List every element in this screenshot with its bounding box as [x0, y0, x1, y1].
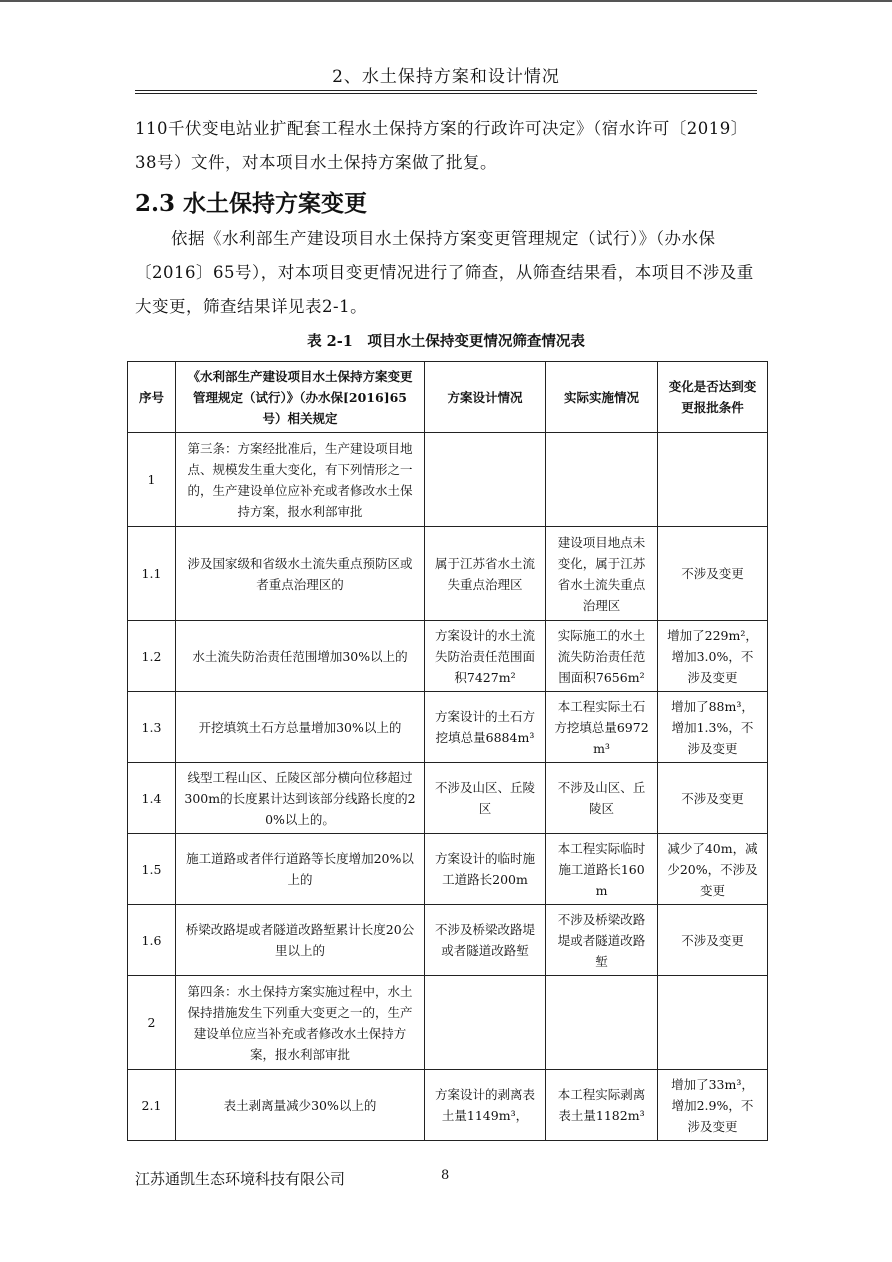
row-regulation: 第三条：方案经批准后，生产建设项目地点、规模发生重大变化，有下列情形之一的，生产建设单位应补充或者修改水土保持方案，报水利部审批 [176, 433, 425, 527]
row-actual: 实际施工的水土流失防治责任范围面积7656m² [546, 621, 658, 692]
row-index: 1 [128, 433, 176, 527]
footer-company: 江苏通凯生态环境科技有限公司 [135, 1170, 346, 1188]
row-index: 1.3 [128, 692, 176, 763]
row-conclusion: 减少了40m，减少20%，不涉及变更 [658, 834, 768, 905]
row-regulation: 涉及国家级和省级水土流失重点预防区或者重点治理区的 [176, 527, 425, 621]
row-actual: 不涉及桥梁改路堤或者隧道改路堑 [546, 905, 658, 976]
row-conclusion: 不涉及变更 [658, 905, 768, 976]
row-index: 1.2 [128, 621, 176, 692]
row-design: 方案设计的土石方挖填总量6884m³ [425, 692, 546, 763]
row-regulation: 表土剥离量减少30%以上的 [176, 1070, 425, 1141]
table-header-row [128, 362, 768, 433]
row-index: 2.1 [128, 1070, 176, 1141]
row-actual: 本工程实际土石方挖填总量6972m³ [546, 692, 658, 763]
table-row [128, 527, 768, 621]
table-row [128, 433, 768, 527]
change-screening-table [127, 361, 768, 1141]
row-design: 方案设计的临时施工道路长200m [425, 834, 546, 905]
row-actual: 本工程实际剥离表土量1182m³ [546, 1070, 658, 1141]
row-conclusion: 增加了33m³，增加2.9%，不涉及变更 [658, 1070, 768, 1141]
row-actual: 本工程实际临时施工道路长160m [546, 834, 658, 905]
row-conclusion: 不涉及变更 [658, 527, 768, 621]
header-cell-actual: 实际实施情况 [546, 362, 658, 433]
table-row [128, 976, 768, 1070]
row-design: 方案设计的剥离表土量1149m³， [425, 1070, 546, 1141]
row-conclusion: 增加了229m²，增加3.0%，不涉及变更 [658, 621, 768, 692]
table-row [128, 692, 768, 763]
header-cell-design: 方案设计情况 [425, 362, 546, 433]
table-caption: 表 2-1 项目水土保持变更情况筛查情况表 [307, 333, 585, 350]
row-conclusion [658, 976, 768, 1070]
page-header: 2、水土保持方案和设计情况 [332, 67, 560, 87]
row-design: 不涉及桥梁改路堤或者隧道改路堑 [425, 905, 546, 976]
section-paragraph: 依据《水利部生产建设项目水土保持方案变更管理规定（试行）》（办水保〔2016〕65号），对本项目变更情况进行了筛查，从筛查结果看，本项目不涉及重大变更，筛查结果详见表2-1。 [135, 229, 754, 316]
table-row [128, 763, 768, 834]
row-index: 1.1 [128, 527, 176, 621]
row-design: 不涉及山区、丘陵区 [425, 763, 546, 834]
section-heading: 2.3 水土保持方案变更 [135, 190, 368, 217]
row-regulation: 水土流失防治责任范围增加30%以上的 [176, 621, 425, 692]
row-conclusion: 增加了88m³，增加1.3%，不涉及变更 [658, 692, 768, 763]
row-regulation: 施工道路或者伴行道路等长度增加20%以上的 [176, 834, 425, 905]
intro-paragraph: 110千伏变电站业扩配套工程水土保持方案的行政许可决定》（宿水许可〔2019〕38号）文件，对本项目水土保持方案做了批复。 [135, 119, 748, 172]
top-border [0, 0, 892, 2]
row-design: 方案设计的水土流失防治责任范围面积7427m² [425, 621, 546, 692]
row-index: 2 [128, 976, 176, 1070]
row-actual [546, 976, 658, 1070]
row-design [425, 976, 546, 1070]
row-design [425, 433, 546, 527]
table-row [128, 621, 768, 692]
row-regulation: 桥梁改路堤或者隧道改路堑累计长度20公里以上的 [176, 905, 425, 976]
row-index: 1.4 [128, 763, 176, 834]
row-regulation: 开挖填筑土石方总量增加30%以上的 [176, 692, 425, 763]
row-actual: 建设项目地点未变化，属于江苏省水土流失重点治理区 [546, 527, 658, 621]
row-regulation: 第四条：水土保持方案实施过程中，水土保持措施发生下列重大变更之一的，生产建设单位应当补充或者修改水土保持方案，报水利部审批 [176, 976, 425, 1070]
row-conclusion: 不涉及变更 [658, 763, 768, 834]
header-cell-index: 序号 [128, 362, 176, 433]
row-actual [546, 433, 658, 527]
row-actual: 不涉及山区、丘陵区 [546, 763, 658, 834]
row-conclusion [658, 433, 768, 527]
row-index: 1.5 [128, 834, 176, 905]
table-row [128, 1070, 768, 1141]
row-design: 属于江苏省水土流失重点治理区 [425, 527, 546, 621]
header-cell-regulation: 《水利部生产建设项目水土保持方案变更管理规定（试行）》（办水保[2016]65号）相关规定 [176, 362, 425, 433]
page-number: 8 [441, 1168, 450, 1183]
table-row [128, 905, 768, 976]
row-regulation: 线型工程山区、丘陵区部分横向位移超过300m的长度累计达到该部分线路长度的20%以上的。 [176, 763, 425, 834]
header-rule [135, 90, 757, 94]
row-index: 1.6 [128, 905, 176, 976]
table-row [128, 834, 768, 905]
header-cell-conclusion: 变化是否达到变更报批条件 [658, 362, 768, 433]
